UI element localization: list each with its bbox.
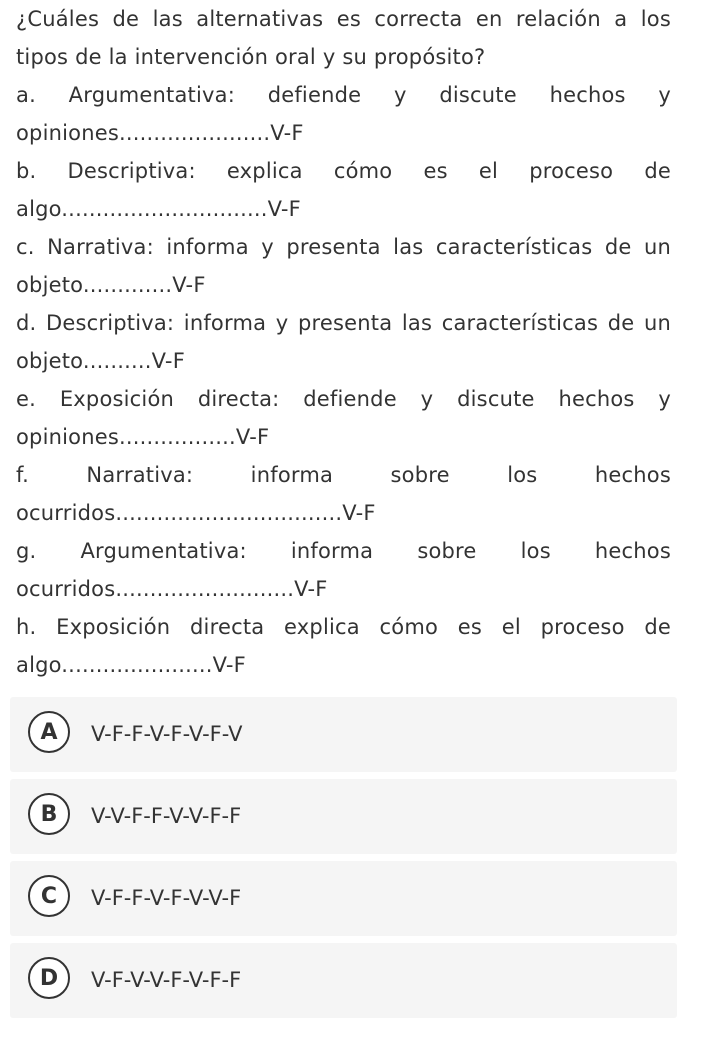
option-a[interactable] <box>10 697 677 772</box>
statement-h: h. Exposición directa explica cómo es el proceso de <box>16 615 671 639</box>
option-d[interactable] <box>10 943 677 1018</box>
option-c[interactable] <box>10 861 677 936</box>
statement-g: g. Argumentativa: informa sobre los hechos <box>16 539 671 563</box>
option-b[interactable] <box>10 779 677 854</box>
statement-h-answer: algo......................V-F <box>16 653 246 677</box>
statement-c-answer: objeto.............V-F <box>16 273 206 297</box>
option-b-letter: B <box>28 793 70 835</box>
statement-g-answer: ocurridos..........................V-F <box>16 577 328 601</box>
statement-e-answer: opiniones.................V-F <box>16 425 270 449</box>
option-d-letter: D <box>28 957 70 999</box>
statement-a-answer: opiniones......................V-F <box>16 121 304 145</box>
statement-b: b. Descriptiva: explica cómo es el proceso de <box>16 159 671 183</box>
option-c-letter: C <box>28 875 70 917</box>
option-a-text: V-F-F-V-F-V-F-V <box>91 722 243 746</box>
option-a-letter: A <box>28 711 70 753</box>
answer-options <box>10 697 677 1025</box>
statement-b-answer: algo..............................V-F <box>16 197 301 221</box>
statement-f-answer: ocurridos.................................V-F <box>16 501 376 525</box>
option-b-text: V-V-F-F-V-V-F-F <box>91 804 242 828</box>
question-line-1: ¿Cuáles de las alternativas es correcta en relación a los <box>16 7 671 31</box>
statement-a: a. Argumentativa: defiende y discute hechos y <box>16 83 671 107</box>
statement-e: e. Exposición directa: defiende y discute hechos y <box>16 387 671 411</box>
statement-d: d. Descriptiva: informa y presenta las características de un <box>16 311 671 335</box>
question-text <box>16 0 671 684</box>
option-c-text: V-F-F-V-F-V-V-F <box>91 886 242 910</box>
question-line-2: tipos de la intervención oral y su propósito? <box>16 45 486 69</box>
statement-d-answer: objeto..........V-F <box>16 349 185 373</box>
statement-c: c. Narrativa: informa y presenta las características de un <box>16 235 671 259</box>
statement-f: f. Narrativa: informa sobre los hechos <box>16 463 671 487</box>
option-d-text: V-F-V-V-F-V-F-F <box>91 968 242 992</box>
